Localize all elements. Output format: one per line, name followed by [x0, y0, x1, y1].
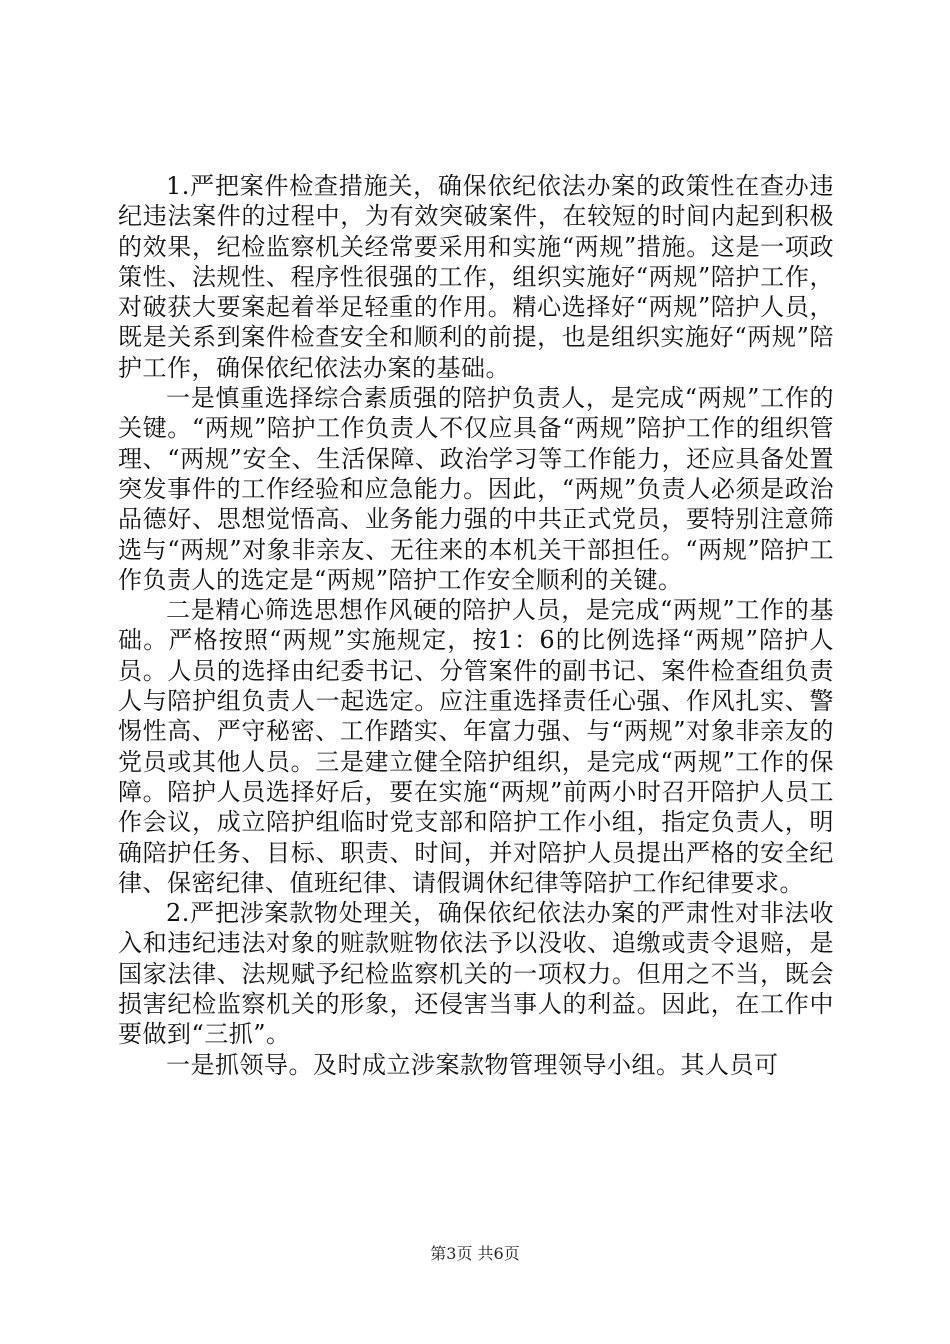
- paragraph-3: 二是精心筛选思想作风硬的陪护人员，是完成“两规”工作的基础。严格按照“两规”实施规定，按1：6的比例选择“两规”陪护人员。人员的选择由纪委书记、分管案件的副书记、案件检查组负责人与陪护组负责人一起选定。应注重选择责任心强、作风扎实、警惕性高、严守秘密、工作踏实、年富力强、与“两规”对象非亲友的党员或其他人员。三是建立健全陪护组织，是完成“两规”工作的保障。陪护人员选择好后，要在实施“两规”前两小时召开陪护人员工作会议，成立陪护组临时党支部和陪护工作小组，指定负责人，明确陪护任务、目标、职责、时间，并对陪护人员提出严格的安全纪律、保密纪律、值班纪律、请假调休纪律等陪护工作纪律要求。: [118, 596, 834, 897]
- paragraph-2: 一是慎重选择综合素质强的陪护负责人，是完成“两规”工作的关键。“两规”陪护工作负责人不仅应具备“两规”陪护工作的组织管理、“两规”安全、生活保障、政治学习等工作能力，还应具备处置突发事件的工作经验和应急能力。因此，“两规”负责人必须是政治品德好、思想觉悟高、业务能力强的中共正式党员，要特别注意筛选与“两规”对象非亲友、无往来的本机关干部担任。“两规”陪护工作负责人的选定是“两规”陪护工作安全顺利的关键。: [118, 384, 834, 594]
- paragraph-1: 1.严把案件检查措施关，确保依纪依法办案的政策性在查办违纪违法案件的过程中，为有效突破案件，在较短的时间内起到积极的效果，纪检监察机关经常要采用和实施“两规”措施。这是一项政策性、法规性、程序性很强的工作，组织实施好“两规”陪护工作，对破获大要案起着举足轻重的作用。精心选择好“两规”陪护人员，既是关系到案件检查安全和顺利的前提，也是组织实施好“两规”陪护工作，确保依纪依法办案的基础。: [118, 172, 834, 382]
- page-footer: 第3页 共6页: [430, 1244, 520, 1263]
- paragraph-4: 2.严把涉案款物处理关，确保依纪依法办案的严肃性对非法收入和违纪违法对象的赃款赃物依法予以没收、追缴或责令退赔，是国家法律、法规赋予纪检监察机关的一项权力。但用之不当，既会损害纪检监察机关的形象，还侵害当事人的利益。因此，在工作中要做到“三抓”。: [118, 899, 834, 1049]
- document-body: [118, 171, 834, 1080]
- paragraph-5: 一是抓领导。及时成立涉案款物管理领导小组。其人员可: [166, 1050, 779, 1079]
